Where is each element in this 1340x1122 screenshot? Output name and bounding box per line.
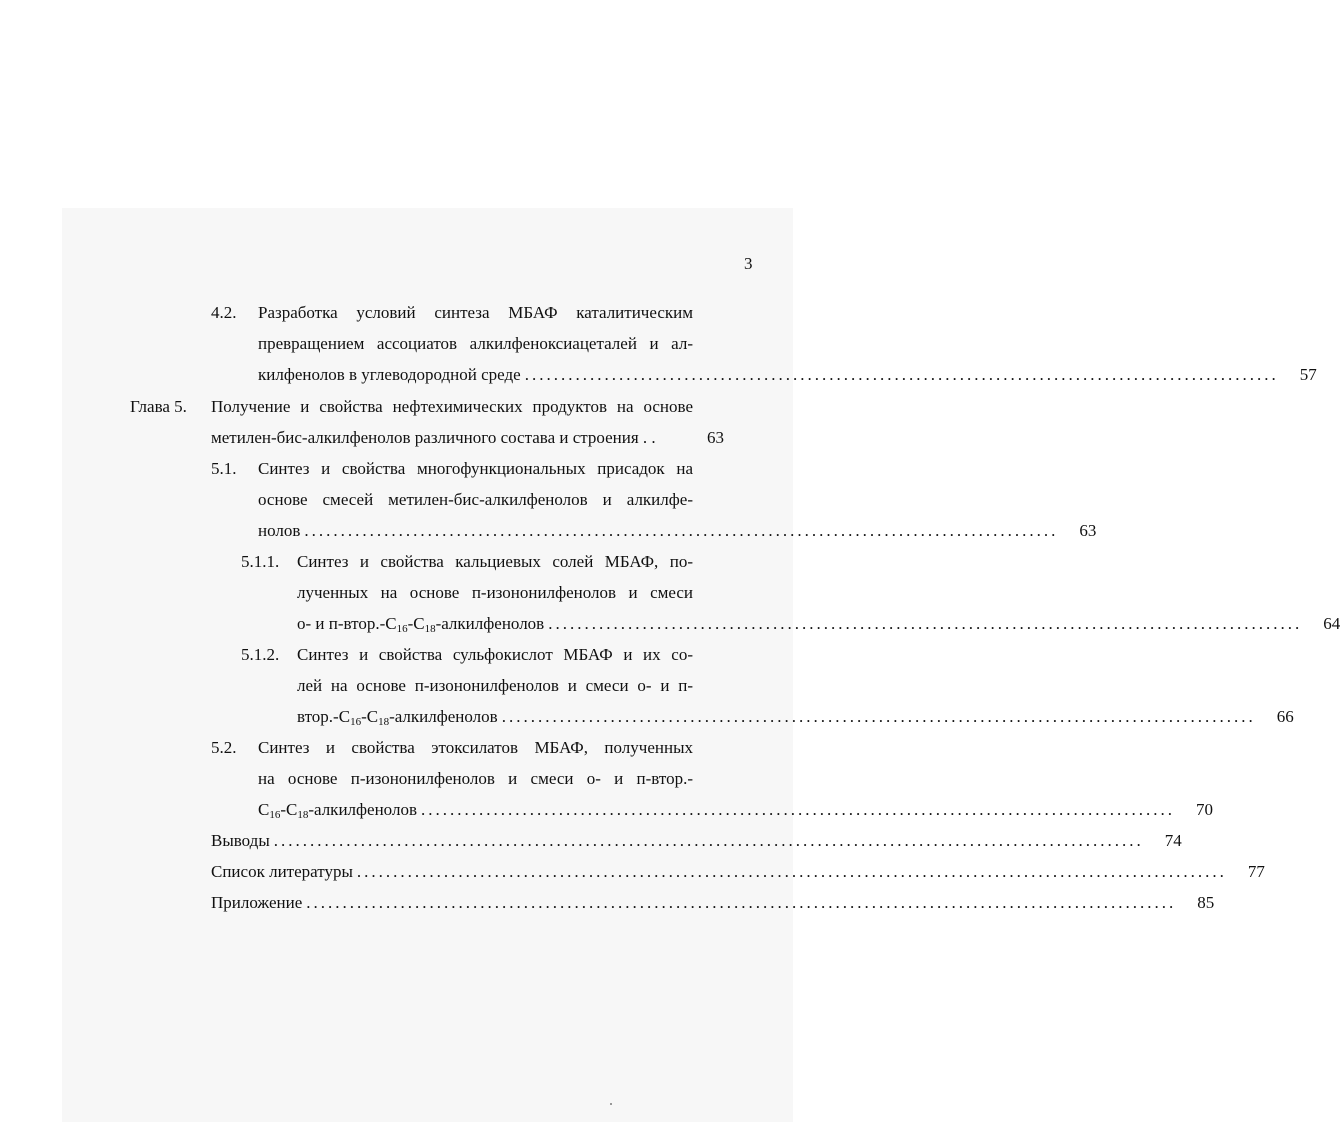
toc-title-5-2-line1: Синтез и свойства этоксилатов МБАФ, полученных: [258, 738, 693, 757]
toc-title-5-1-2-line2: лей на основе п-изононилфенолов и смеси о- и п-: [297, 676, 693, 695]
toc-number-5-1-2: 5.1.2.: [241, 645, 280, 664]
toc-page-chapter-5: 63: [707, 428, 724, 447]
toc-entry-references[interactable]: [211, 860, 1265, 884]
toc-number-5-1-1: 5.1.1.: [241, 552, 280, 571]
toc-title-appendix: Приложение: [211, 893, 303, 912]
toc-entry-5-1-2-last[interactable]: [297, 705, 1294, 729]
toc-page-references: 77: [1247, 862, 1265, 881]
dot-leader: ........................................................................................................: [420, 800, 1175, 819]
dot-leader: ........................................................................................................................: [273, 831, 1144, 850]
toc-title-5-1-2-line3: $втор.-С_{16}-С_{18}$-алкилфенолов: [297, 707, 498, 728]
toc-page-4-2: 57: [1299, 365, 1317, 384]
dot-leader: ........................................................................................................................: [356, 862, 1227, 881]
toc-title-5-1-line3: нолов: [258, 521, 301, 540]
toc-chapter-5-line1: Получение и свойства нефтехимических продуктов на основе: [211, 397, 693, 416]
dot-leader: ........................................................................................................: [304, 521, 1059, 540]
toc-page-5-1: 63: [1079, 521, 1097, 540]
toc-title-5-1-line1: Синтез и свойства многофункциональных присадок на: [258, 459, 693, 478]
page-number: 3: [744, 254, 753, 273]
toc-chapter-5-line2: метилен-бис-алкилфенолов различного состава и строения . .: [211, 428, 656, 447]
toc-entry-chapter-5[interactable]: [211, 426, 724, 450]
toc-title-4-2-line1: Разработка условий синтеза МБАФ каталитическим: [258, 303, 693, 322]
toc-number-5-2: 5.2.: [211, 738, 237, 757]
toc-title-5-2-line3: $С_{16}-С_{18}$-алкилфенолов: [258, 800, 417, 821]
toc-title-5-2-line2: на основе п-изононилфенолов и смеси о- и п-втор.-: [258, 769, 693, 788]
toc-title-references: Список литературы: [211, 862, 353, 881]
toc-page-5-1-1: 64: [1323, 614, 1340, 633]
scan-speck: [610, 1103, 612, 1105]
toc-entry-5-1-1-last[interactable]: [297, 612, 1340, 636]
toc-entry-5-2-last[interactable]: [258, 798, 1213, 822]
dot-leader: ........................................................................................................: [524, 365, 1279, 384]
toc-entry-4-2-last[interactable]: [258, 363, 1317, 387]
toc-page-5-2: 70: [1195, 800, 1213, 819]
toc-entry-5-1-last[interactable]: [258, 519, 1097, 543]
toc-title-5-1-1-line1: Синтез и свойства кальциевых солей МБАФ, по-: [297, 552, 693, 571]
toc-title-5-1-line2: основе смесей метилен-бис-алкилфенолов и алкилфе-: [258, 490, 693, 509]
toc-number-4-2: 4.2.: [211, 303, 237, 322]
toc-number-5-1: 5.1.: [211, 459, 237, 478]
toc-title-4-2-line2: превращением ассоциатов алкилфеноксиацеталей и ал-: [258, 334, 693, 353]
toc-page-5-1-2: 66: [1276, 707, 1294, 726]
dot-leader: ........................................................................................................: [501, 707, 1256, 726]
toc-page-conclusions: 74: [1164, 831, 1182, 850]
toc-title-5-1-1-line3: о- и $п-втор.-С_{16}-С_{18}$-алкилфенолов: [297, 614, 545, 635]
toc-title-4-2-line3: килфенолов в углеводородной среде: [258, 365, 521, 384]
toc-title-5-1-1-line2: лученных на основе п-изононилфенолов и смеси: [297, 583, 693, 602]
toc-entry-appendix[interactable]: [211, 891, 1215, 915]
toc-title-5-1-2-line1: Синтез и свойства сульфокислот МБАФ и их со-: [297, 645, 693, 664]
toc-page-appendix: 85: [1197, 893, 1215, 912]
toc-title-conclusions: Выводы: [211, 831, 270, 850]
dot-leader: ........................................................................................................: [548, 614, 1303, 633]
toc-entry-conclusions[interactable]: [211, 829, 1182, 853]
toc-chapter-5-label: Глава 5.: [130, 397, 187, 416]
dot-leader: ........................................................................................................................: [306, 893, 1177, 912]
